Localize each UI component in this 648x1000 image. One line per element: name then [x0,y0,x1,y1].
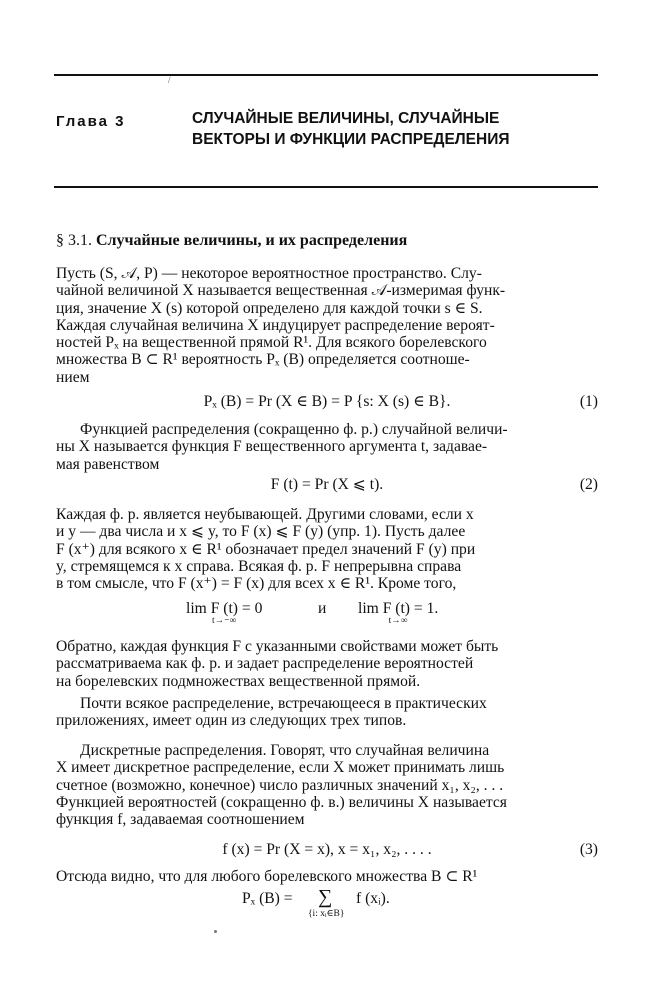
chapter-title-line-2: ВЕКТОРЫ И ФУНКЦИИ РАСПРЕДЕЛЕНИЯ [192,131,510,148]
text-line: y, стремящемся к x справа. Всякая ф. р. F непрерывна справа [56,557,462,575]
limits-formula [56,600,598,634]
paragraph-1 [56,265,598,386]
limit-plus-infinity [358,600,438,626]
text-line: на борелевских подмножествах вещественной прямой. [56,672,421,690]
limit-left-expression: lim F (t) = 0 [186,600,263,617]
sum-symbol: ∑ [318,886,333,908]
paragraph-2 [56,421,598,473]
text-line: Обратно, каждая функция F с указанными свойствами может быть [56,638,499,655]
text-line: в том смысле, что F (x⁺) = F (x) для всех x ∈ R¹. Кроме того, [56,575,457,593]
text-line: Пусть (S, 𝒜, P) — некоторое вероятностное пространство. Слу- [56,265,482,282]
section-heading [56,232,407,250]
chapter-title-line-1: СЛУЧАЙНЫЕ ВЕЛИЧИНЫ, СЛУЧАЙНЫЕ [192,110,500,127]
text-line: счетное (возможно, конечное) число различных значений x₁, x₂, . . . [56,776,504,794]
text-line: F (x⁺) для всякого x ∈ R¹ обозначает предел значений F (y) при [56,540,476,558]
equation-1-number: (1) [579,393,598,410]
text-line: ны X называется функция F вещественного аргумента t, задавае- [56,438,488,456]
section-number: § 3.1. [56,232,92,249]
text-line: Дискретные распределения. Говорят, что случайная величина [80,742,490,759]
print-speck [214,930,217,933]
text-line: чайной величиной X называется вещественная 𝒜-измеримая функ- [56,282,506,300]
equation-4 [56,888,598,928]
limit-right-expression: lim F (t) = 1. [358,600,439,617]
section-title: Случайные величины, и их распределения [96,232,408,249]
chapter-label: Глава 3 [56,113,126,130]
text-line: Каждая ф. р. является неубывающей. Другими словами, если x [56,506,474,523]
text-line: и y — два числа и x ⩽ y, то F (x) ⩽ F (y) (упр. 1). Пусть далее [56,523,466,541]
paragraph-5 [56,695,598,730]
text-line: Каждая случайная величина X индуцирует распределение вероят- [56,316,495,334]
top-rule [54,74,598,76]
equation-1-body: Pₓ (B) = Pr (X ∈ B) = P {s: X (s) ∈ B}. [203,393,451,410]
paragraph-3 [56,506,598,592]
text-line: Почти всякое распределение, встречающееся в практических [80,695,487,712]
text-line: ция, значение X (s) которой определено для каждой точки s ∈ S. [56,299,483,317]
paragraph-4 [56,638,598,690]
text-line: Отсюда видно, что для любого борелевского множества B ⊂ R¹ [56,868,478,885]
equation-2-body: F (t) = Pr (X ⩽ t). [270,476,384,493]
print-mark: / [168,75,171,85]
text-line: мая равенством [56,455,160,473]
equation-3-body: f (x) = Pr (X = x), x = x₁, x₂, . . . . [222,841,432,858]
paragraph-6 [56,742,598,828]
text-line: Функцией вероятностей (сокращенно ф. в.) величины X называется [56,793,507,811]
bottom-rule [54,186,598,188]
limit-conjunction: и [318,600,327,617]
sum-lhs: Pₓ (B) = [242,890,293,907]
equation-3-number: (3) [579,841,598,858]
text-line: множества B ⊂ R¹ вероятность Pₓ (B) определяется соотноше- [56,351,470,369]
sum-rhs: f (xᵢ). [356,890,390,907]
text-line: нием [56,368,90,386]
limit-minus-infinity [186,600,262,626]
sum-subscript: {i: xᵢ∈B} [308,909,345,919]
text-line: приложениях, имеет один из следующих трех типов. [56,712,407,730]
text-line: рассматриваема как ф. р. и задает распределение вероятностей [56,655,474,673]
chapter-title [192,108,602,150]
text-line: X имеет дискретное распределение, если X может принимать лишь [56,759,505,777]
text-line: ностей Pₓ на вещественной прямой R¹. Для всякого борелевского [56,334,487,352]
limit-right-subscript: t→∞ [388,616,408,626]
equation-2-number: (2) [579,476,598,493]
paragraph-7 [56,868,598,885]
text-line: Функцией распределения (сокращенно ф. р.) случайной величи- [80,421,508,438]
limit-left-subscript: t→−∞ [212,616,237,626]
text-line: функция f, задаваемая соотношением [56,811,305,829]
